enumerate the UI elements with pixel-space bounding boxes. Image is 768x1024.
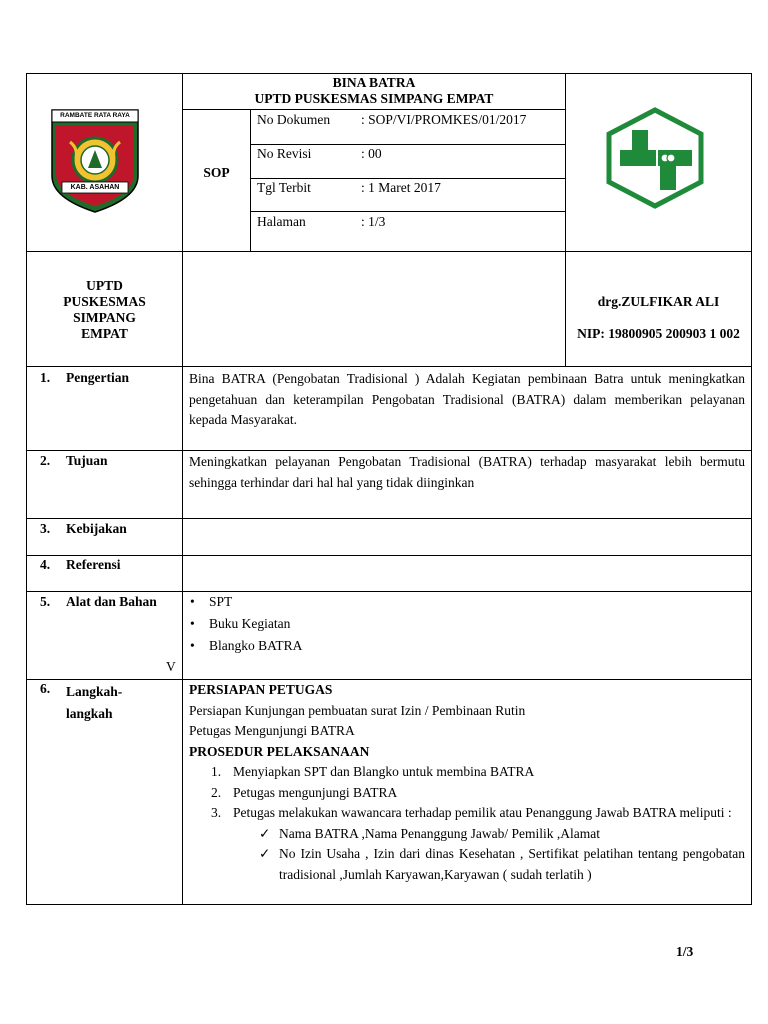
org-name-line-1: UPTD: [86, 278, 123, 293]
prosedur-steps: [189, 762, 745, 824]
check-item-text: Nama BATRA ,Nama Penanggung Jawab/ Pemilik ,Alamat: [279, 825, 600, 841]
step-text: Petugas mengunjungi BATRA: [233, 784, 398, 800]
signer-nip: NIP: 19800905 200903 1 002: [577, 326, 740, 341]
list-item: • Buku Kegiatan: [183, 613, 743, 635]
stray-mark: V: [166, 659, 176, 674]
section-label-referensi: Referensi: [66, 557, 121, 572]
list-item: [189, 824, 745, 845]
step-number: 3.: [211, 805, 222, 820]
list-item: [189, 783, 745, 804]
section-text-tujuan: Meningkatkan pelayanan Pengobatan Tradisional (BATRA) terhadap masyarakat lebih bermutu sehingga terhindar dari hal hal yang tidak diinginkan: [189, 454, 745, 490]
persiapan-title: PERSIAPAN PETUGAS: [189, 682, 333, 697]
section-number: 2.: [40, 453, 51, 468]
section-label-pengertian: Pengertian: [66, 370, 129, 385]
puskesmas-logo-icon: [602, 106, 708, 210]
check-item-text: No Izin Usaha , Izin dari dinas Kesehatan , Sertifikat pelatihan tentang pengobatan tradisional ,Jumlah Karyawan,Karyawan ( sudah terlatih ): [279, 846, 745, 882]
section-number: 3.: [40, 521, 51, 536]
section-label-langkah: [66, 681, 122, 725]
list-item: [189, 762, 745, 783]
org-name: [27, 278, 182, 342]
list-item: [189, 844, 745, 885]
doc-field-label: No Dokumen: [257, 112, 331, 127]
title-line-2: UPTD PUSKESMAS SIMPANG EMPAT: [254, 91, 494, 106]
step-text: Menyiapkan SPT dan Blangko untuk membina BATRA: [233, 764, 535, 779]
section-number: 6.: [40, 681, 51, 696]
section-number: 4.: [40, 557, 51, 572]
section-text-pengertian: Bina BATRA (Pengobatan Tradisional ) Adalah Kegiatan pembinaan Batra untuk meningkatkan pengetahuan dan keterampilan Pengobatan Tradisional (BATRA) dalam memberikan pelayanan kepada Masyarakat.: [189, 371, 745, 427]
org-name-line-3: SIMPANG: [73, 310, 136, 325]
org-name-line-2: PUSKESMAS: [63, 294, 146, 309]
doc-field-value: : 1/3: [361, 214, 386, 229]
section-number: 1.: [40, 370, 51, 385]
title-line-1: BINA BATRA: [332, 75, 416, 90]
checkmark-icon: ✓: [259, 846, 271, 861]
section-number: 5.: [40, 594, 51, 609]
prosedur-title: PROSEDUR PELAKSANAAN: [189, 743, 370, 759]
emblem-banner-text: RAMBATE RATA RAYA: [60, 112, 130, 119]
asahan-regency-emblem-icon: [48, 106, 142, 214]
org-name-line-4: EMPAT: [81, 326, 128, 341]
doc-field-label: Halaman: [257, 214, 306, 229]
signer-name: drg.ZULFIKAR ALI: [597, 294, 720, 309]
step-number: 1.: [211, 764, 222, 779]
section-label-line-2: langkah: [66, 706, 113, 721]
step-number: 2.: [211, 784, 222, 800]
puskesmas-logo: [602, 106, 708, 210]
emblem-footer-text: KAB. ASAHAN: [70, 184, 120, 191]
langkah-content: [189, 680, 745, 885]
checkmark-icon: ✓: [259, 825, 271, 841]
doc-field-value: : 1 Maret 2017: [361, 180, 441, 195]
doc-field-value: : SOP/VI/PROMKES/01/2017: [361, 112, 527, 127]
section-label-alat: Alat dan Bahan: [66, 594, 157, 609]
sop-label: SOP: [203, 165, 230, 180]
persiapan-line: Persiapan Kunjungan pembuatan surat Izin / Pembinaan Rutin: [189, 702, 526, 718]
section-label-tujuan: Tujuan: [66, 453, 108, 468]
list-item: • Blangko BATRA: [183, 635, 743, 657]
page-number: 1/3: [676, 944, 694, 959]
list-item: [189, 803, 745, 824]
doc-field-value: : 00: [361, 146, 382, 161]
document-title: [183, 75, 565, 107]
alat-list: [183, 591, 743, 657]
doc-field-label: No Revisi: [257, 146, 312, 161]
step-text: Petugas melakukan wawancara terhadap pemilik atau Penanggung Jawab BATRA meliputi :: [233, 805, 732, 820]
regency-emblem: [48, 106, 142, 214]
section-label-line-1: Langkah-: [66, 684, 123, 699]
list-item: • SPT: [183, 591, 743, 613]
persiapan-line: Petugas Mengunjungi BATRA: [189, 723, 355, 738]
doc-field-label: Tgl Terbit: [257, 180, 311, 195]
section-label-kebijakan: Kebijakan: [66, 521, 127, 536]
